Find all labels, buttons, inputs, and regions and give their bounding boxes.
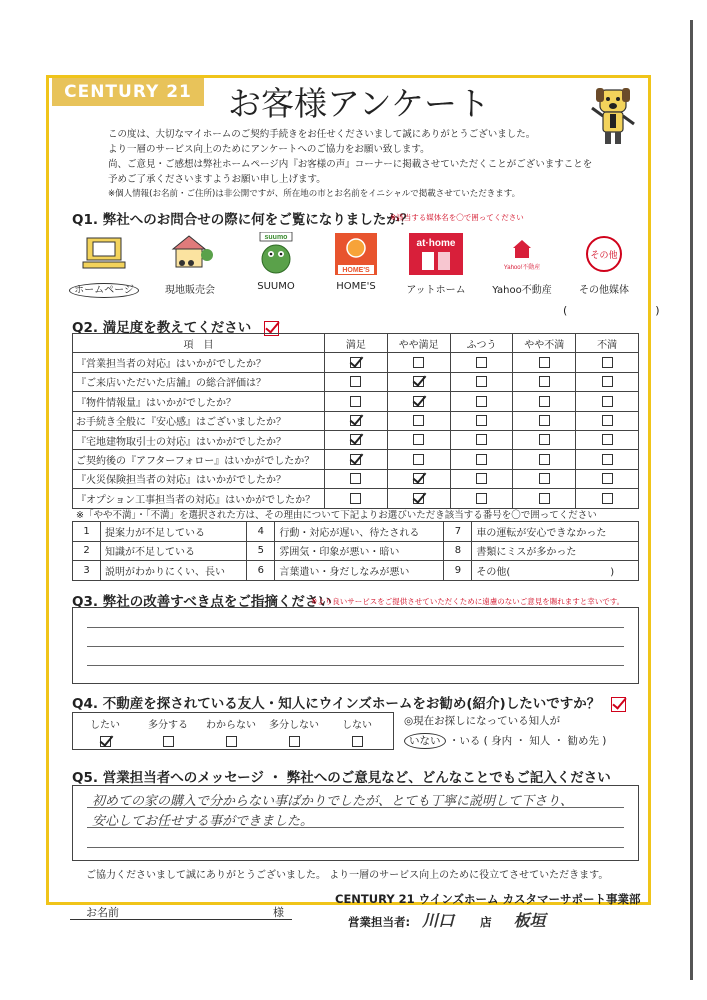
checkbox[interactable] (602, 493, 613, 504)
page-edge-rule (690, 20, 693, 980)
checkbox[interactable] (413, 473, 424, 484)
rating-cell (576, 430, 639, 449)
row-label: 『営業担当者の対応』はいかがでしたか？ (73, 353, 325, 372)
checkbox[interactable] (539, 493, 550, 504)
rating-cell (513, 489, 576, 508)
intro-line: 予めご了承くださいますようお願い申し上げます。 (108, 174, 326, 185)
checkbox[interactable] (163, 736, 174, 747)
answer-line (87, 665, 624, 666)
checkbox[interactable] (602, 434, 613, 445)
media-option-other[interactable] (564, 232, 644, 296)
rating-cell (450, 469, 513, 488)
media-label: ホームページ (69, 283, 139, 298)
rating-cell (513, 411, 576, 430)
red-check-icon (611, 697, 626, 712)
reason-text: 行動・対応が遅い、待たされる (275, 522, 444, 542)
recommend-option[interactable] (136, 716, 200, 747)
rating-cell (576, 450, 639, 469)
satisfaction-table (72, 333, 639, 509)
checkbox[interactable] (350, 473, 361, 484)
reason-number[interactable]: 3 (73, 561, 101, 581)
option-label: したい (90, 720, 120, 731)
reason-number[interactable]: 1 (73, 522, 101, 542)
staff-name: 川口 (422, 911, 455, 930)
media-option-homepage[interactable] (64, 232, 144, 296)
intro-line: 尚、ご意見・ご感想は弊社ホームページ内『お客様の声』コーナーに掲載させていただくことがございますことを (108, 159, 593, 170)
intro-line: この度は、大切なマイホームのご契約手続きをお任せくださいまして誠にありがとうございました。 (108, 129, 536, 140)
acquaintance-answer[interactable] (404, 733, 606, 748)
rating-cell (450, 372, 513, 391)
homes-logo-text: HOME'S (342, 267, 370, 274)
checkbox[interactable] (413, 396, 424, 407)
reason-number[interactable]: 4 (247, 522, 275, 542)
answer-none: いない (404, 733, 446, 749)
row-label: 『物件情報量』はいかがでしたか？ (73, 392, 325, 411)
checkbox[interactable] (413, 376, 424, 387)
checkbox[interactable] (476, 396, 487, 407)
q5-answer-line2: 安心してお任せする事ができました。 (92, 814, 314, 829)
rating-cell (450, 392, 513, 411)
satisfaction-row (73, 450, 639, 469)
checkbox[interactable] (602, 473, 613, 484)
intro-text (108, 127, 628, 202)
rating-cell (387, 430, 450, 449)
staff-label: 営業担当者: (348, 915, 411, 929)
rating-cell (324, 430, 387, 449)
reason-text: 雰囲気・印象が悪い・暗い (275, 541, 444, 561)
reason-instruction: ※「やや不満」・「不満」を選択された方は、その理由について下記よりお選びいただき該当する番号を〇で囲ってください (76, 510, 597, 521)
thanks-text: ご協力くださいまして誠にありがとうございました。 より一層のサービス向上のために役立てさせていただきます。 (86, 870, 609, 881)
media-label: Yahoo不動産 (492, 285, 552, 296)
answer-rest: ・いる ( 身内 ・ 知人 ・ 勧め先 ) (448, 735, 607, 747)
checkbox[interactable] (539, 434, 550, 445)
answer-line (87, 627, 624, 628)
acquaintance-question: ◎現在お探しになっている知人が (404, 715, 561, 727)
q3-note: ※より良いサービスをご提供させていただくために遠慮のないご意見を賜れますと幸いです。 (311, 597, 625, 606)
q5-answer-line1: 初めての家の購入で分からない事ばかりでしたが、とても丁寧に説明して下さり、 (92, 794, 574, 809)
column-header: やや満足 (387, 334, 450, 353)
checkbox[interactable] (476, 473, 487, 484)
staff-row (348, 908, 546, 931)
checkbox[interactable] (602, 396, 613, 407)
rating-cell (450, 430, 513, 449)
checkbox[interactable] (539, 473, 550, 484)
other-media-blank[interactable]: ( ) (563, 304, 660, 317)
rating-cell (576, 372, 639, 391)
checkbox[interactable] (226, 736, 237, 747)
checkbox[interactable] (539, 454, 550, 465)
reason-row (73, 541, 639, 561)
satisfaction-row (73, 411, 639, 430)
satisfaction-row (73, 353, 639, 372)
media-option-homes[interactable] (316, 232, 396, 292)
rating-cell (513, 372, 576, 391)
row-label: お手続き全般に『安心感』はございましたか？ (73, 411, 325, 430)
satisfaction-row (73, 430, 639, 449)
rating-cell (513, 430, 576, 449)
reason-table (72, 521, 639, 581)
reason-text: 説明がわかりにくい、長い (101, 561, 247, 581)
recommend-option[interactable] (199, 716, 263, 747)
checkbox[interactable] (539, 376, 550, 387)
rating-cell (324, 469, 387, 488)
option-label: わからない (206, 720, 256, 731)
store-label: 店 (480, 915, 492, 929)
honorific-label: 様 (273, 906, 284, 919)
rating-cell (576, 392, 639, 411)
reason-number[interactable]: 7 (444, 522, 472, 542)
q3-heading: Q3. 弊社の改善すべき点をご指摘ください (72, 594, 332, 610)
rating-cell (513, 353, 576, 372)
rating-cell (387, 353, 450, 372)
other-logo-text: その他 (590, 251, 618, 261)
checkbox[interactable] (350, 493, 361, 504)
option-label: しない (342, 720, 372, 731)
reason-text: 提案力が不足している (101, 522, 247, 542)
reason-number[interactable]: 5 (247, 541, 275, 561)
q2-heading-text: Q2. 満足度を教えてください (72, 320, 252, 336)
checkbox[interactable] (350, 415, 361, 426)
column-header: 不満 (576, 334, 639, 353)
reason-text: 言葉遣い・身だしなみが悪い (275, 561, 444, 581)
row-label: 『オプション工事担当者の対応』はいかがでしたか？ (73, 489, 325, 508)
checkbox[interactable] (413, 357, 424, 368)
option-label: 多分する (148, 720, 188, 731)
checkbox[interactable] (476, 357, 487, 368)
rating-cell (387, 469, 450, 488)
house-family-icon (167, 233, 213, 275)
pc-icon (81, 234, 127, 274)
reason-text: 車の運転が安心できなかった (472, 522, 639, 542)
media-option-athome[interactable] (396, 232, 476, 296)
reason-row (73, 561, 639, 581)
satisfaction-row (73, 489, 639, 508)
media-options (64, 232, 649, 302)
checkbox[interactable] (539, 357, 550, 368)
recommend-option[interactable] (73, 716, 137, 747)
column-header: やや不満 (513, 334, 576, 353)
checkbox[interactable] (476, 415, 487, 426)
rating-cell (387, 411, 450, 430)
yahoo-realestate-icon (499, 234, 545, 274)
rating-cell (576, 411, 639, 430)
row-label: 『ご来店いただいた店舗』の総合評価は？ (73, 372, 325, 391)
checkbox[interactable] (413, 434, 424, 445)
privacy-note: ※個人情報(お名前・ご住所)は非公開ですが、所在地の市とお名前をイニシャルで掲載させていただきます。 (108, 189, 521, 199)
row-label: 『宅地建物取引士の対応』はいかがでしたか？ (73, 430, 325, 449)
rating-cell (387, 450, 450, 469)
media-label: HOME'S (336, 281, 376, 292)
q4-heading (72, 692, 626, 712)
checkbox[interactable] (602, 357, 613, 368)
other-media-icon (584, 234, 624, 274)
checkbox[interactable] (350, 357, 361, 368)
yahoo-logo-text: Yahoo!不動産 (503, 265, 541, 271)
rating-cell (324, 353, 387, 372)
checkbox[interactable] (476, 376, 487, 387)
checkbox[interactable] (352, 736, 363, 747)
rating-cell (513, 392, 576, 411)
athome-icon (408, 232, 464, 276)
checkbox[interactable] (602, 415, 613, 426)
recommend-options (72, 712, 394, 750)
rating-cell (513, 450, 576, 469)
checkbox[interactable] (476, 493, 487, 504)
checkbox[interactable] (476, 434, 487, 445)
intro-line: より一層のサービス向上のためにアンケートへのご協力をお願い致します。 (108, 144, 430, 155)
q1-note: ※該当する媒体名を〇で囲ってください (390, 213, 524, 222)
answer-line (87, 847, 624, 848)
rating-cell (576, 469, 639, 488)
checkbox[interactable] (413, 454, 424, 465)
rating-cell (513, 469, 576, 488)
rating-cell (450, 450, 513, 469)
rating-cell (324, 411, 387, 430)
reason-text: 知識が不足している (101, 541, 247, 561)
rating-cell (450, 411, 513, 430)
reason-text: 書類にミスが多かった (472, 541, 639, 561)
reason-row (73, 522, 639, 542)
suumo-logo-text: suumo (264, 234, 288, 241)
q1-heading: Q1. 弊社へのお問合せの際に何をご覧になりましたか？ (72, 212, 414, 228)
name-label: お名前 (86, 906, 119, 919)
rating-cell (387, 489, 450, 508)
survey-title: お客様アンケート (228, 84, 491, 123)
row-label: ご契約後の『アフターフォロー』はいかがでしたか？ (73, 450, 325, 469)
checkbox[interactable] (602, 376, 613, 387)
checkbox[interactable] (350, 454, 361, 465)
checkbox[interactable] (350, 434, 361, 445)
media-option-yahoo[interactable] (482, 232, 562, 296)
column-header: ふつう (450, 334, 513, 353)
rating-cell (324, 392, 387, 411)
checkbox[interactable] (413, 493, 424, 504)
rating-cell (387, 372, 450, 391)
reason-number[interactable]: 2 (73, 541, 101, 561)
media-option-open-house[interactable] (150, 232, 230, 296)
q4-heading-text: Q4. 不動産を探されている友人・知人にウインズホームをお勧め(紹介)したいですか？ (72, 696, 601, 712)
satisfaction-row (73, 392, 639, 411)
checkbox[interactable] (602, 454, 613, 465)
reason-text: その他( ) (472, 561, 639, 581)
rating-cell (576, 489, 639, 508)
rating-cell (450, 353, 513, 372)
q3-answer-area[interactable] (72, 607, 639, 684)
rating-cell (324, 450, 387, 469)
checkbox[interactable] (539, 396, 550, 407)
athome-logo-text: at·home (416, 238, 456, 249)
store-name: 板垣 (513, 911, 546, 930)
reason-number[interactable]: 6 (247, 561, 275, 581)
media-label: SUUMO (257, 281, 295, 292)
checkbox[interactable] (413, 415, 424, 426)
homes-icon (334, 232, 378, 276)
century21-logo: CENTURY 21 (52, 78, 204, 106)
column-header: 満足 (324, 334, 387, 353)
name-input-line[interactable] (70, 919, 292, 920)
rating-cell (324, 489, 387, 508)
option-label: 多分しない (269, 720, 319, 731)
checkbox[interactable] (539, 415, 550, 426)
reason-number[interactable]: 8 (444, 541, 472, 561)
row-label: 『火災保険担当者の対応』はいかがでしたか？ (73, 469, 325, 488)
recommend-option[interactable] (262, 716, 326, 747)
recommend-option[interactable] (325, 716, 389, 747)
rating-cell (324, 372, 387, 391)
media-label: アットホーム (406, 285, 466, 296)
rating-cell (450, 489, 513, 508)
media-label: 現地販売会 (165, 285, 215, 296)
satisfaction-row (73, 469, 639, 488)
q5-heading: Q5. 営業担当者へのメッセージ ・ 弊社へのご意見など、どんなことでもご記入ください (72, 770, 611, 786)
media-label: その他媒体 (579, 285, 629, 296)
reason-number[interactable]: 9 (444, 561, 472, 581)
company-name: CENTURY 21 ウインズホーム カスタマーサポート事業部 (335, 892, 641, 906)
media-option-suumo[interactable] (236, 232, 316, 292)
satisfaction-row (73, 372, 639, 391)
checkbox[interactable] (350, 376, 361, 387)
rating-cell (576, 353, 639, 372)
answer-line (87, 646, 624, 647)
checkbox[interactable] (289, 736, 300, 747)
column-header: 項 目 (73, 334, 325, 353)
checkbox[interactable] (350, 396, 361, 407)
rating-cell (387, 392, 450, 411)
suumo-icon (254, 232, 298, 276)
checkbox[interactable] (100, 736, 111, 747)
checkbox[interactable] (476, 454, 487, 465)
